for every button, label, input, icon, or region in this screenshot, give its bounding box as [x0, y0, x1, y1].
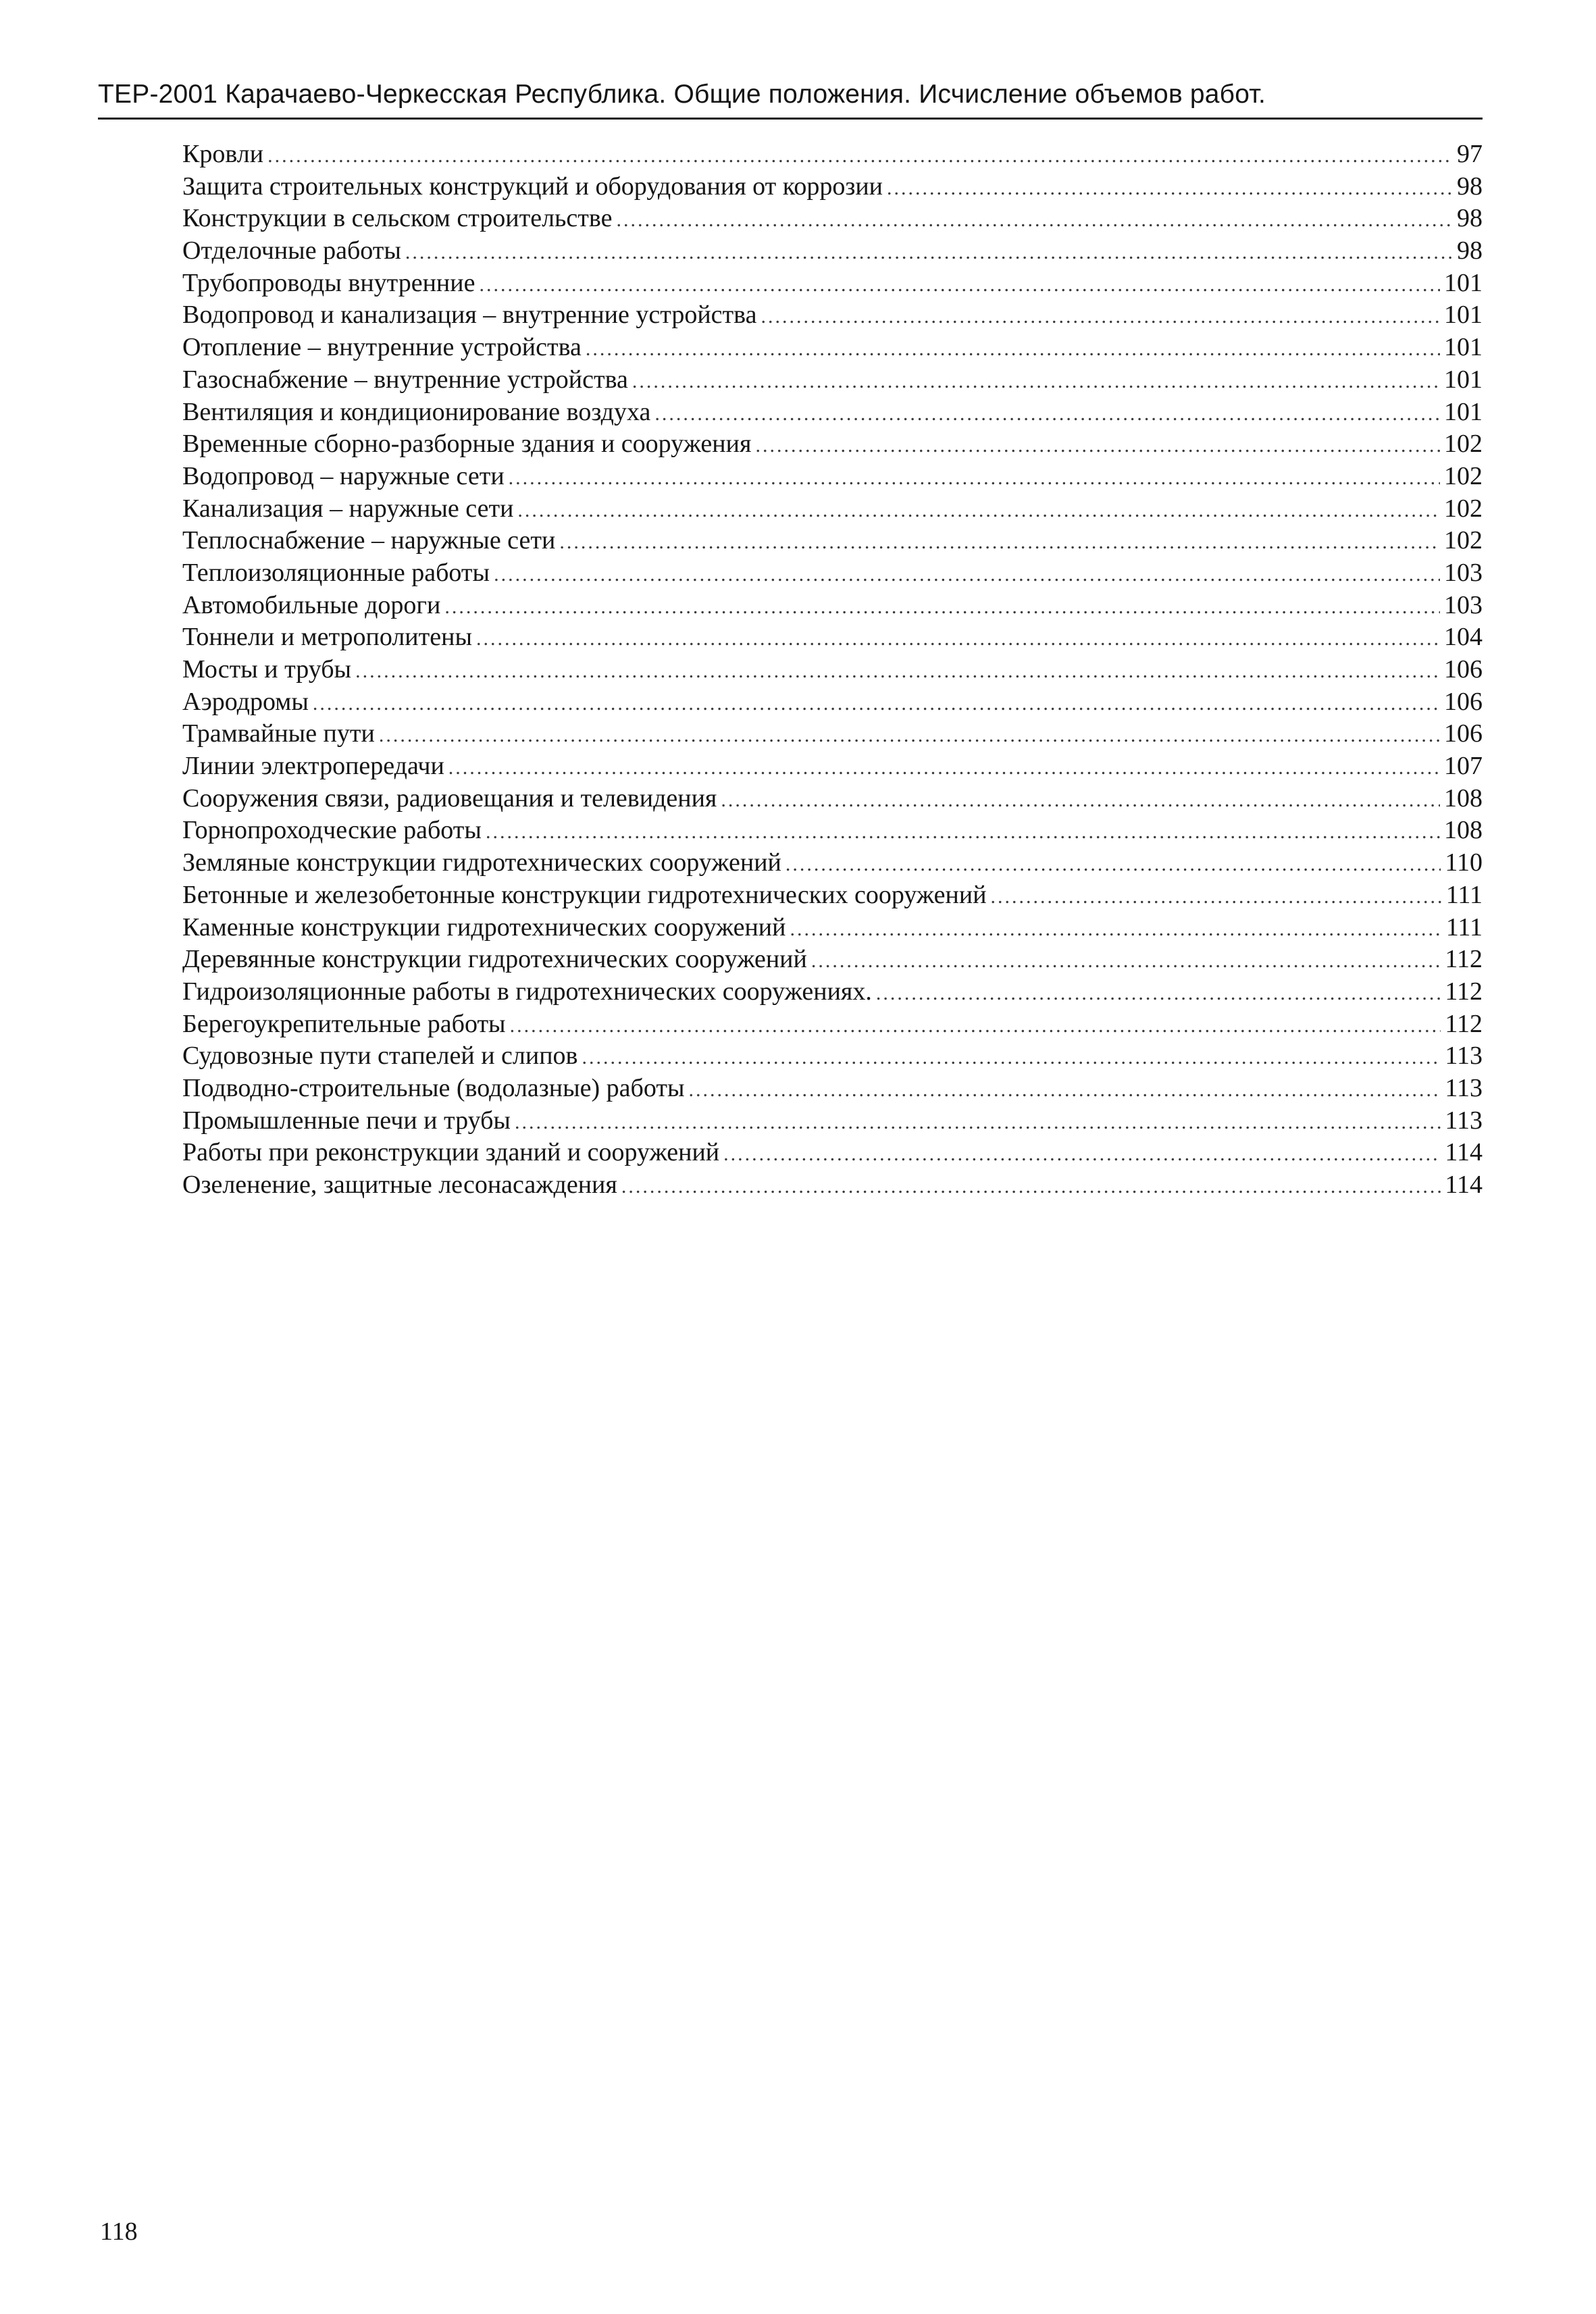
toc-dot-leader — [559, 526, 1440, 559]
toc-entry-title: Вентиляция и кондиционирование воздуха — [182, 397, 651, 426]
table-of-contents — [182, 138, 1483, 1202]
toc-entry-title: Подводно-строительные (водолазные) работы — [182, 1073, 685, 1102]
toc-entry-page: 111 — [1445, 880, 1483, 909]
toc-entry — [182, 750, 1483, 783]
toc-entry-title: Гидроизоляционные работы в гидротехнических сооружениях. — [182, 977, 872, 1006]
toc-dot-leader — [582, 1042, 1441, 1074]
toc-entry-title: Земляные конструкции гидротехнических сооружений — [182, 848, 781, 877]
toc-dot-leader — [267, 140, 1453, 172]
toc-entry-page: 114 — [1445, 1171, 1483, 1199]
toc-entry-title: Автомобильные дороги — [182, 590, 441, 619]
toc-entry — [182, 493, 1483, 525]
toc-entry-page: 106 — [1444, 719, 1483, 748]
toc-entry — [182, 621, 1483, 654]
toc-entry — [182, 299, 1483, 332]
toc-entry — [182, 976, 1483, 1008]
toc-entry-page: 106 — [1444, 655, 1483, 684]
toc-entry — [182, 912, 1483, 944]
page-header — [98, 76, 1483, 120]
toc-entry-page: 108 — [1444, 816, 1483, 845]
toc-entry-title: Горнопроходческие работы — [182, 816, 482, 845]
toc-entry-title: Каменные конструкции гидротехнических сооружений — [182, 912, 786, 942]
toc-entry-page: 101 — [1444, 301, 1483, 330]
toc-entry — [182, 557, 1483, 590]
toc-entry — [182, 718, 1483, 750]
toc-entry-title: Теплоснабжение – наружные сети — [182, 526, 556, 555]
toc-entry — [182, 1008, 1483, 1041]
toc-entry-page: 101 — [1444, 333, 1483, 362]
toc-dot-leader — [887, 172, 1453, 205]
toc-entry — [182, 654, 1483, 686]
toc-entry-page: 106 — [1444, 687, 1483, 716]
toc-entry — [182, 686, 1483, 719]
toc-dot-leader — [621, 1171, 1441, 1203]
toc-entry-page: 113 — [1445, 1106, 1483, 1135]
toc-entry-page: 102 — [1444, 494, 1483, 523]
toc-entry-title: Водопровод и канализация – внутренние устройства — [182, 301, 757, 330]
toc-entry — [182, 879, 1483, 912]
toc-entry-title: Сооружения связи, радиовещания и телевидения — [182, 783, 717, 813]
toc-dot-leader — [405, 236, 1453, 269]
toc-entry-title: Трубопроводы внутренние — [182, 268, 475, 297]
toc-dot-leader — [486, 816, 1440, 848]
toc-entry-page: 110 — [1445, 848, 1483, 877]
toc-entry — [182, 235, 1483, 267]
toc-entry-title: Теплоизоляционные работы — [182, 558, 490, 587]
toc-dot-leader — [444, 591, 1440, 623]
toc-entry-page: 98 — [1457, 204, 1483, 233]
toc-dot-leader — [761, 301, 1440, 333]
toc-dot-leader — [790, 913, 1441, 946]
toc-entry — [182, 171, 1483, 203]
toc-entry-title: Линии электропередачи — [182, 752, 444, 781]
toc-entry-title: Бетонные и железобетонные конструкции гидротехнических сооружений — [182, 880, 987, 909]
toc-dot-leader — [379, 719, 1440, 752]
toc-entry-title: Судовозные пути стапелей и слипов — [182, 1042, 578, 1071]
toc-entry-title: Отделочные работы — [182, 236, 401, 265]
toc-entry — [182, 332, 1483, 364]
toc-entry-title: Защита строительных конструкций и оборудования от коррозии — [182, 172, 883, 201]
toc-entry — [182, 428, 1483, 461]
toc-entry — [182, 525, 1483, 557]
toc-entry — [182, 847, 1483, 879]
toc-entry-title: Аэродромы — [182, 687, 309, 716]
toc-entry-page: 102 — [1444, 461, 1483, 490]
toc-entry-page: 111 — [1445, 912, 1483, 942]
toc-entry-title: Канализация – наружные сети — [182, 494, 514, 523]
toc-entry-title: Газоснабжение – внутренние устройства — [182, 365, 628, 394]
toc-entry-page: 98 — [1457, 172, 1483, 201]
toc-dot-leader — [313, 688, 1440, 720]
toc-entry-page: 103 — [1444, 590, 1483, 619]
toc-dot-leader — [811, 945, 1441, 977]
toc-dot-leader — [876, 977, 1441, 1010]
toc-entry-page: 101 — [1444, 268, 1483, 297]
toc-entry-page: 103 — [1444, 558, 1483, 587]
toc-entry-page: 113 — [1445, 1042, 1483, 1071]
toc-entry — [182, 267, 1483, 300]
toc-entry-title: Работы при реконструкции зданий и сооружений — [182, 1138, 720, 1167]
toc-dot-leader — [632, 365, 1440, 398]
toc-entry-page: 107 — [1444, 752, 1483, 781]
toc-entry-page: 102 — [1444, 526, 1483, 555]
toc-entry — [182, 1105, 1483, 1137]
toc-dot-leader — [991, 881, 1442, 913]
toc-entry — [182, 590, 1483, 622]
toc-dot-leader — [689, 1074, 1441, 1106]
toc-dot-leader — [721, 784, 1440, 817]
toc-entry-page: 112 — [1445, 945, 1483, 974]
toc-entry-title: Деревянные конструкции гидротехнических сооружений — [182, 945, 807, 974]
toc-entry-page: 101 — [1444, 365, 1483, 394]
toc-entry-page: 102 — [1444, 430, 1483, 459]
toc-entry — [182, 1073, 1483, 1105]
toc-dot-leader — [476, 623, 1440, 655]
toc-entry-title: Кровли — [182, 140, 264, 168]
toc-dot-leader — [509, 462, 1440, 494]
toc-dot-leader — [786, 848, 1441, 881]
toc-entry — [182, 396, 1483, 429]
toc-entry-title: Тоннели и метрополитены — [182, 623, 472, 652]
document-title: ТЕР-2001 Карачаево-Черкесская Республика. Общие положения. Исчисление объемов работ. — [98, 80, 1266, 109]
toc-entry-title: Озеленение, защитные лесонасаждения — [182, 1171, 617, 1199]
toc-entry-title: Трамвайные пути — [182, 719, 375, 748]
toc-entry-page: 112 — [1445, 1009, 1483, 1038]
toc-dot-leader — [755, 430, 1440, 462]
toc-dot-leader — [515, 1106, 1441, 1139]
toc-entry-title: Мосты и трубы — [182, 655, 352, 684]
toc-entry-page: 101 — [1444, 397, 1483, 426]
toc-entry — [182, 364, 1483, 396]
toc-entry-title: Отопление – внутренние устройства — [182, 333, 582, 362]
toc-dot-leader — [723, 1138, 1441, 1171]
toc-dot-leader — [479, 269, 1440, 301]
toc-entry-page: 104 — [1444, 623, 1483, 652]
toc-dot-leader — [654, 398, 1440, 430]
toc-entry-page: 97 — [1457, 140, 1483, 168]
toc-entry-title: Промышленные печи и трубы — [182, 1106, 511, 1135]
toc-entry — [182, 1040, 1483, 1073]
toc-entry — [182, 783, 1483, 815]
toc-dot-leader — [517, 494, 1440, 527]
toc-entry — [182, 1169, 1483, 1202]
toc-entry-page: 98 — [1457, 236, 1483, 265]
toc-dot-leader — [616, 204, 1453, 236]
toc-entry-page: 108 — [1444, 783, 1483, 813]
toc-dot-leader — [448, 752, 1440, 784]
toc-entry-page: 114 — [1445, 1138, 1483, 1167]
toc-entry-title: Конструкции в сельском строительстве — [182, 204, 613, 233]
toc-dot-leader — [510, 1010, 1441, 1042]
toc-dot-leader — [586, 333, 1440, 365]
toc-entry — [182, 138, 1483, 171]
toc-dot-leader — [355, 655, 1440, 688]
toc-entry — [182, 461, 1483, 493]
toc-entry-page: 112 — [1445, 977, 1483, 1006]
toc-entry — [182, 815, 1483, 847]
page-number: 118 — [100, 2217, 138, 2246]
toc-entry-title: Водопровод – наружные сети — [182, 461, 505, 490]
toc-entry-title: Временные сборно-разборные здания и сооружения — [182, 430, 752, 459]
toc-entry-page: 113 — [1445, 1073, 1483, 1102]
toc-entry — [182, 1137, 1483, 1169]
toc-entry — [182, 944, 1483, 976]
toc-dot-leader — [494, 559, 1440, 591]
toc-entry-title: Берегоукрепительные работы — [182, 1009, 506, 1038]
toc-entry — [182, 203, 1483, 235]
